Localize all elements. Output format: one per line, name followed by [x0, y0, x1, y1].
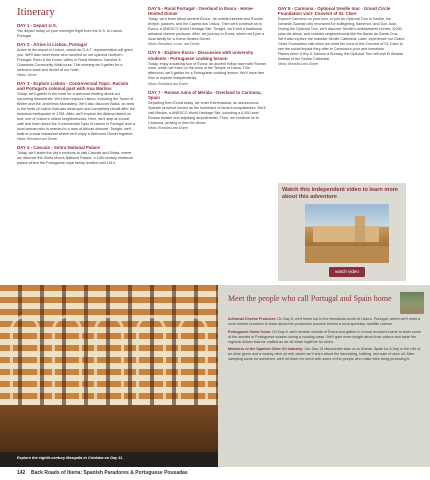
meet-people-thumbnail [400, 292, 424, 314]
day-4 [17, 145, 136, 166]
day-3-text: Today, we'll gather in the hotel for a welcome briefing about our upcoming discoveries. We'll then explore Lisbon, including the Tower of Belém and the Jerónimos Monastery. We'll also discover Baixa, an area in the heart of Lisbon that was destroyed and completely rebuilt after the historical earthquake of 1755. After, we'll explore the Alfama district on foot, one of Lisbon's oldest neighborhoods. Here, we'll stop at a local café and learn about the Controversial Topic of racism in Portugal from a local woman who is married to a man of African descent. Tonight, we'll walk to a local restaurant where we'll enjoy a Welcome Dinner together. [17, 92, 136, 136]
day-5-meals: Meals: Breakfast, Lunch, and Dinner [148, 42, 200, 47]
day-1-text: You depart today on your overnight flight from the U.S. to Lisbon, Portugal. [17, 28, 123, 38]
video-thumbnail-wall [313, 226, 379, 242]
day-6-meals: Meals: Breakfast and Dinner [148, 81, 189, 86]
watch-video-button[interactable]: watch video [329, 267, 365, 277]
day-4-text: Today, we'll leave the city's environs to visit Cascais and Sintra, where we discover the Sintra Moors National Palace, a 14th-century medieval palace where the Portuguese royal family resided until 1910. [17, 150, 133, 165]
day-2 [17, 42, 136, 77]
meet-paragraph-1-label: Artisanal Cheese Producer: [228, 317, 277, 321]
meet-the-people-title: Meet the people who call Portugal and Spain home [228, 294, 392, 303]
day-3 [17, 81, 136, 141]
day-6-text: Today, enjoy a walking tour of Évora, an ancient hilltop town with Roman ruins, which we'll see on the ruins of the Temple of Diana. This afternoon, we'll gather for a Portuguese cooking lesson. We'll have free time to explore independently. [148, 61, 266, 81]
video-thumbnail-image[interactable] [305, 204, 389, 263]
itinerary-column-3 [278, 6, 406, 70]
day-5-text: Today, we'll learn about ancient Évora - its cobbled streets and Roman temple, palaces, and the Capela dos Ossos. Then we'll continue on to Évora, a UNESCO World Heritage Site. Tonight, we'll visit a traditional artisanal cheese producer. After, we journey to Évora, where we'll join a local family for a Home-Hosted Dinner. [148, 17, 265, 41]
day-7-title: DAY 7 - Roman ruins of Mérida - Overland to Carmona, Spain [148, 89, 262, 100]
day-7 [148, 90, 266, 131]
day-8-places: Places seen: If tiny & Salmon a Sunday, the Optional Tour will visit El Alcázar instead of the Seville Cathedral. [278, 52, 404, 62]
day-4-title: DAY 4 - Cascais - Sintra National Palace [17, 144, 100, 150]
day-6 [148, 50, 266, 86]
day-5 [148, 6, 266, 47]
meet-paragraph-3-text: Our Day 13 discoveries take us to Úbeda, Spain for A Day in the Life of an olive grove and a nearby olive oil mill, where we'll learn about the harvesting, bottling, and sale of olive oil. After sampling some for ourselves, we'll sit down for lunch with some of the people who make their living producing it. [228, 347, 421, 361]
photo-caption: Explore the eighth-century Mezquita in Córdoba on Day 11. [17, 456, 124, 460]
day-3-meals: Meals: Breakfast and Dinner [17, 137, 58, 142]
mosque-arch [10, 315, 40, 405]
day-8-title: DAY 8 - Carmona - Optional Seville tour - Grand Circle Foundation visit: Convent of St. Clare [278, 6, 391, 17]
day-8-meals: Meals: Breakfast and Dinner [278, 62, 319, 67]
meet-the-people-body [228, 317, 425, 365]
meet-paragraph-3-label: Members of the Spanish Olive Oil Industry: [228, 347, 304, 351]
itinerary-title: Itinerary [17, 6, 55, 18]
itinerary-column-1 [17, 6, 136, 169]
page-footer [0, 467, 430, 480]
meet-paragraph-3 [228, 347, 425, 362]
mezquita-photo [0, 285, 218, 467]
day-6-title: DAY 6 - Explore Évora - Discussion with university students - Portuguese cooking lesson [148, 50, 254, 61]
day-5-title: DAY 5 - Rural Portugal - Overland to Évora - Home-Hosted Dinner [148, 6, 254, 17]
mosque-arch [52, 315, 82, 405]
day-3-title: DAY 3 - Explore Lisbon - Controversial Topic: Racism and Portugal's colonial past with Ana Martins [17, 81, 129, 92]
video-thumbnail-road [305, 246, 389, 263]
day-8-text: Explore Carmona on your own, or join an Optional Tour to Seville, the romantic Spanish city renowned for bullfighting, flamenco, and Don Juan. During the Optional Tour, we'll discover Seville's whitewashed homes, 8,000-year-old alleys, and cobbled neighborhoods like the Barrio de Santa Cruz. We'll also explore the massive Seville Cathedral. Later, experience our Grand Circle Foundation visit when we meet the nuns of the Convent of St. Clare to see the social impact they offer to Carmona's poor and homeless. [278, 17, 405, 51]
meet-paragraph-2-text: On Day 6, we'll venture outside of Évora and gather in a local woman's home to learn some of the secrets of Portuguese cuisine during a cooking class. We'll gain more insight about their culture and taste the regional dishes that we crafted as we sit down together for lunch. [228, 329, 422, 344]
mosque-arch [178, 315, 208, 405]
day-8 [278, 6, 406, 67]
day-7-meals: Meals: Breakfast and Dinner [148, 125, 189, 130]
meet-the-people-box [218, 285, 430, 467]
page-number: 142 [17, 470, 26, 476]
day-1 [17, 23, 136, 39]
day-2-title: DAY 2 - Arrive in Lisbon, Portugal [17, 42, 87, 48]
day-1-title: DAY 1 - Depart U.S. [17, 23, 58, 28]
day-2-meals: Meals: Dinner [17, 73, 37, 78]
meet-paragraph-2 [228, 330, 425, 345]
day-2-text: Arrive at the airport in Lisbon, where an O.A.T. representative will greet you. We'll also meet those who traveled on our optional Northern Portugal: Porto & the Douro Valley or Rural Madeira: Camões & Chaminés Community Walk tours. This evening we'll gather for a welcome toast and dinner at our hotel. [17, 48, 133, 72]
meet-paragraph-2-label: Portuguese Home Cook: [228, 329, 272, 334]
meet-paragraph-1-text: On Day 5, we'll travel out to the farmlands south of Lisbon, Portugal, where we'll meet a rural cheese producer to learn about the production process behind a local specialty: Azeitão cheese. [228, 317, 421, 326]
video-promo-box [278, 183, 406, 281]
day-7-text: Departing from Évora today, we enter Extremadura, an autonomous Spanish province known as the homeland of famed conquistadors. We'll visit Mérida, a UNESCO World Heritage Site, including a 6,000-seat Roman theater and adjoining amphitheater. Then, we continue on to Carmona, arriving in time for dinner. [148, 100, 266, 125]
video-thumbnail-tower [355, 216, 365, 242]
itinerary-column-2 [148, 6, 266, 134]
mosque-arch [136, 315, 166, 405]
mosque-arch [94, 315, 124, 405]
meet-paragraph-1 [228, 317, 425, 327]
footer-title: Back Roads of Iberia: Spanish Paradores & Portuguese Pousadas [31, 470, 188, 476]
video-promo-title: Watch this independent video to learn more about this adventure [282, 187, 399, 200]
